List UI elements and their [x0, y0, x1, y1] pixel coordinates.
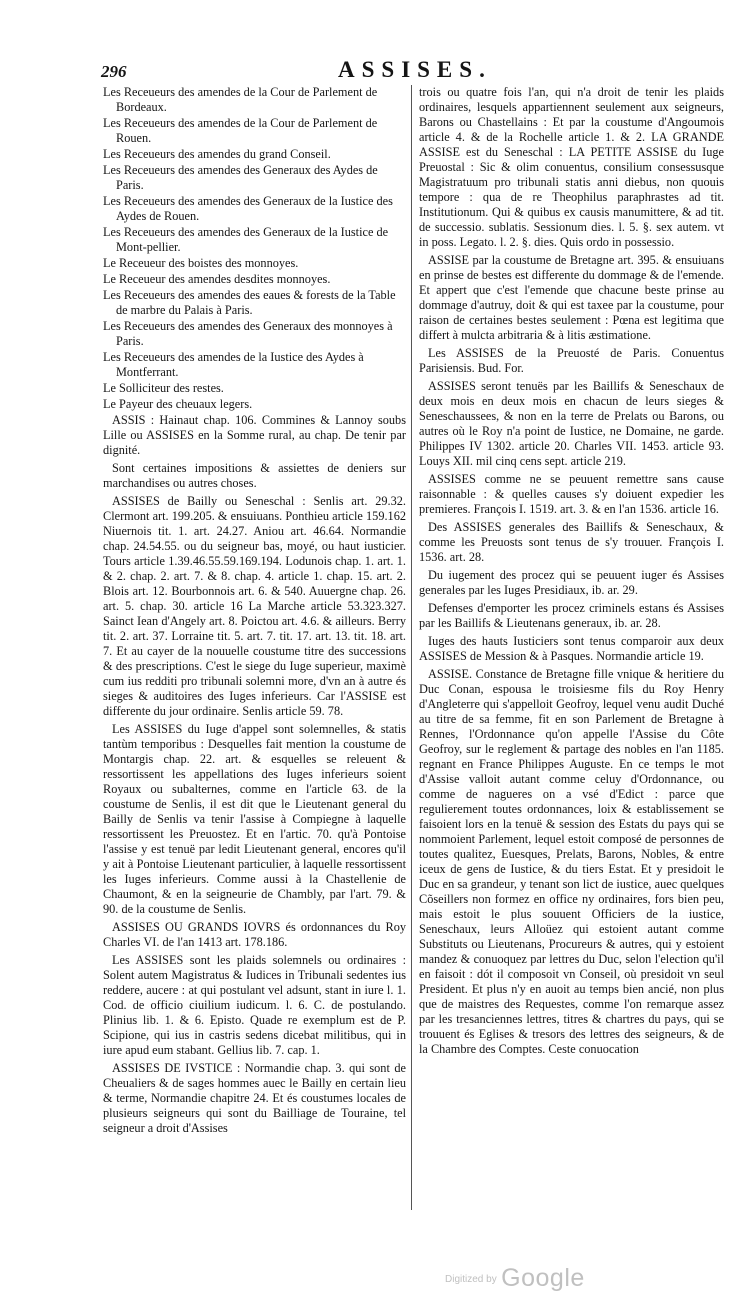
paragraph: ASSISES DE IVSTICE : Normandie chap. 3. qui sont de Cheualiers & de sages hommes auec le Bailly en certain lieu & terme, Normandie chapitre 24. Et és coustumes locales de plusieurs seigneurs qui sont du Bailliage de Touraine, tel seigneur a droit d'Assises [103, 1061, 406, 1135]
paragraph: Defenses d'emporter les procez criminels estans és Assises par les Baillifs & Lieutenans generaux, ib. ar. 28. [419, 601, 724, 630]
list-item: Le Receueur des amendes desdites monnoyes. [103, 272, 331, 286]
list-item: Le Solliciteur des restes. [103, 381, 224, 395]
right-column [419, 85, 724, 1060]
list-item: Les Receueurs des amendes de la Cour de Parlement de Bordeaux. [103, 85, 378, 114]
paragraph: ASSISE par la coustume de Bretagne art. 395. & ensuiuans en prinse de bestes est differente du dommage & de l'emende. Et appert que c'est l'emende que chacune beste prinse au dommage d'autruy, doit & qui est taxee par la coustume, pour raison de certaines bestes seulement : Pœna est legitima que differt à mulcta arbitraria & à litis æstimatione. [419, 253, 724, 342]
paragraph: Les ASSISES du Iuge d'appel sont solemnelles, & statis tantùm temporibus : Desquelles fait mention la coustume de Montargis chap. 22. art. & esquelles se releuent & ressortissent les appellations des Iuges inferieurs soient Royaux ou subalternes, comme en l'article 63. de la coustume de Senlis, il est dit que le Lieutenant general du Bailly de Senlis va tenir l'assise à Compiegne à laquelle ressortissent les Preuostez. Et en l'artic. 70. qu'à Pontoise l'assise y est tenuë par ledit Lieutenant general, encores qu'il y ait à Pontoise Lieutenant particulier, à laquelle ressortissent les Iuges inferieurs. Comme aussi à la Chastellenie de Chaumont, & en la seigneurie de Chambly, par l'art. 79. & 90. de la coustume de Senlis. [103, 722, 406, 916]
list-item: Les Receueurs des amendes des Generaux des Aydes de Paris. [103, 163, 378, 192]
paragraph: ASSISE. Constance de Bretagne fille vnique & heritiere du Duc Conan, espousa le troisiesme fils du Roy Henry d'Angleterre qui s'appelloit Geofroy, lequel venu audit Duché au titre de sa femme, fit en son Parlement de Bretagne à Rennes, l'Ordonnance qu'on appelle l'Assise du Côte Geofroy, sur le reglement & partage des nobles en l'an 1185. regnant en France Philippes Auguste. En ce temps le mot d'Assise valloit autant comme celuy d'Ordonnance, ou comme de nagueres on a vsé d'Edict : parce que regulierement toutes ordonnances, loix & establissement se faisoient lors en la tenuë & session des Estats du pays qui se nommoient Parlement, lequel estoit composé de personnes de toutes qualitez, Euesques, Prelats, Barons, Nobles, & entre iceux de gens de Iustice, & du tiers Estat. Et y presidoit le Duc en sa grandeur, y tenant son lict de iustice, auec quelques Cõseillers non formez en office ny ordinaires, fors bien peu, mais estoit le plus souuent Officiers de la iustice, Seneschaux, leurs Alloüez qui estoient autant comme Substituts ou Lieutenans, Procureurs & autres, qui y estoient mandez & conuoquez par lettres du Duc, selon l'election qu'il en faisoit : dót il composoit vn Conseil, où presidoit vn seul President. Et plus n'y en auoit au temps bien ancié, non plus que de maistres des Requestes, comme l'on remarque assez par les tresanciennes lettres, titres & chartres du pays, qui se trouuent és Eglises & tresors des lettres des seigneurs, & de la Chambre des Comptes. Ceste conuocation [419, 667, 724, 1056]
paragraph: Sont certaines impositions & assiettes de deniers sur marchandises ou autres choses. [103, 461, 406, 490]
paragraph: trois ou quatre fois l'an, qui n'a droit de tenir les plaids ordinaires, lesquels appartiennent seulement aux seigneurs, Barons ou Chastellains : Et par la coustume d'Angoumois article 4. & de la Rochelle article 1. & 2. LA GRANDE ASSISE est du Seneschal : LA PETITE ASSISE du Iuge Preuostal : Sic & olim conuentus, consilium consessusque Magistratuum pro tribunali statis anni diebus, non quouis tempore : qua de re Theophilus paraphrastes ad tit. Institutionum. Qui & quibus ex causis manumittere, & ad tit. de successio. sublatis. Sessionum dies. l. 5. §. sex autem. vt in poss. Legato. l. 2. §. dies. Quis ordo in possessio. [419, 85, 724, 249]
paragraph: ASSISES de Bailly ou Seneschal : Senlis art. 29.32. Clermont art. 199.205. & ensuiuans. Ponthieu article 159.162 Niuernois tit. 1. art. 24.27. Aniou art. 46.64. Normandie chap. 24.54.55. ou du seigneur bas, moyé, ou haut iusticier. Tours article 1.39.46.55.59.169.194. Lodunois chap. 1. art. 1. & 2. chap. 2. art. 7. & 8. chap. 4. article 1. chap. 15. art. 2. Blois art. 12. Bourbonnois art. 6. & 540. Auuergne chap. 26. art. 5. chap. 30. article 16 La Marche article 53.323.327. Sainct Iean d'Angely art. 8. Poictou art. 4.6. & ailleurs. Berry tit. 2. art. 37. Lorraine tit. 5. art. 7. tit. 17. art. 13. tit. 18. art. 7. Et au cayer de la nouuelle coustume titre des successions & des prescriptions. C'est le siege du Iuge superieur, maximè cum ius redditi pro tribunali solemni more, d'vn an à autre és sieges & auditoires des Iuges inferieurs. Car l'ASSISE est differente du jour ordinaire. Senlis article 59. 78. [103, 494, 406, 718]
paragraph: Iuges des hauts Iusticiers sont tenus comparoir aux deux ASSISES de Mession & à Pasques. Normandie article 19. [419, 634, 724, 663]
list-item: Les Receueurs des amendes des Generaux de la Iustice de Mont-pellier. [103, 225, 389, 254]
digitized-by-google-watermark [445, 1264, 585, 1293]
paragraph: ASSISES seront tenuës par les Baillifs & Seneschaux de deux mois en deux mois en chacun de leurs sieges & Seneschaussees, & non en la terre de Prelats ou Barons, ou autres où le Roy n'a point de Iustice, ne Domaine, ne garde. Philippes IV 1302. article 20. Charles VII. 1453. article 93. Louys XII. mil cinq cens sept. article 219. [419, 379, 724, 468]
paragraph: Des ASSISES generales des Baillifs & Seneschaux, & comme les Preuosts sont tenus de s'y trouuer. François I. 1536. art. 28. [419, 520, 724, 564]
google-logo-text: Google [501, 1264, 585, 1292]
list-item: Les Receueurs des amendes de la Iustice des Aydes à Montferrant. [103, 350, 364, 379]
page-number: 296 [101, 62, 127, 81]
list-item: Les Receueurs des amendes du grand Conseil. [103, 147, 331, 161]
list-item: Les Receueurs des amendes des Generaux des monnoyes à Paris. [103, 319, 393, 348]
paragraph: Les ASSISES sont les plaids solemnels ou ordinaires : Solent autem Magistratus & Iudices in Tribunali sedentes ius reddere, aucere : at qui postulant vel adsunt, stant in iure l. 1. Cod. de officio ciuilium iudicum. l. 6. C. de postulando. Plinius lib. 1. & 6. Episto. Quade re exemplum est de P. Scipione, qui ius in castris sedens dicebat militibus, qui in iure apud eum stabant. Gellius lib. 7. cap. 1. [103, 953, 406, 1057]
list-item: Les Receueurs des amendes des Generaux de la Iustice des Aydes de Rouen. [103, 194, 393, 223]
list-item: Les Receueurs des amendes des eaues & forests de la Table de marbre du Palais à Paris. [103, 288, 396, 317]
paragraph: ASSISES OU GRANDS IOVRS és ordonnances du Roy Charles VI. de l'an 1413 art. 178.186. [103, 920, 406, 949]
paragraph: Les ASSISES de la Preuosté de Paris. Conuentus Parisiensis. Bud. For. [419, 346, 724, 375]
paragraph: Du iugement des procez qui se peuuent iuger és Assises generales par les Iuges Presidiaux, ib. ar. 29. [419, 568, 724, 597]
paragraph: ASSIS : Hainaut chap. 106. Commines & Lannoy soubs Lille ou ASSISES en la Somme rural, au chap. De tenir par dignité. [103, 413, 406, 457]
list-item: Le Payeur des cheuaux legers. [103, 397, 253, 411]
column-divider [411, 85, 412, 1210]
running-head: ASSISES. [338, 57, 492, 82]
paragraph: ASSISES comme ne se peuuent remettre sans cause raisonnable : & quelles causes s'y doiuent expedier les premieres. François I. 1519. art. 3. & en l'an 1536. article 16. [419, 472, 724, 516]
digitized-by-label: Digitized by [445, 1274, 497, 1285]
list-item: Les Receueurs des amendes de la Cour de Parlement de Rouen. [103, 116, 378, 145]
list-item: Le Receueur des boistes des monnoyes. [103, 256, 299, 270]
left-column [103, 85, 406, 1139]
